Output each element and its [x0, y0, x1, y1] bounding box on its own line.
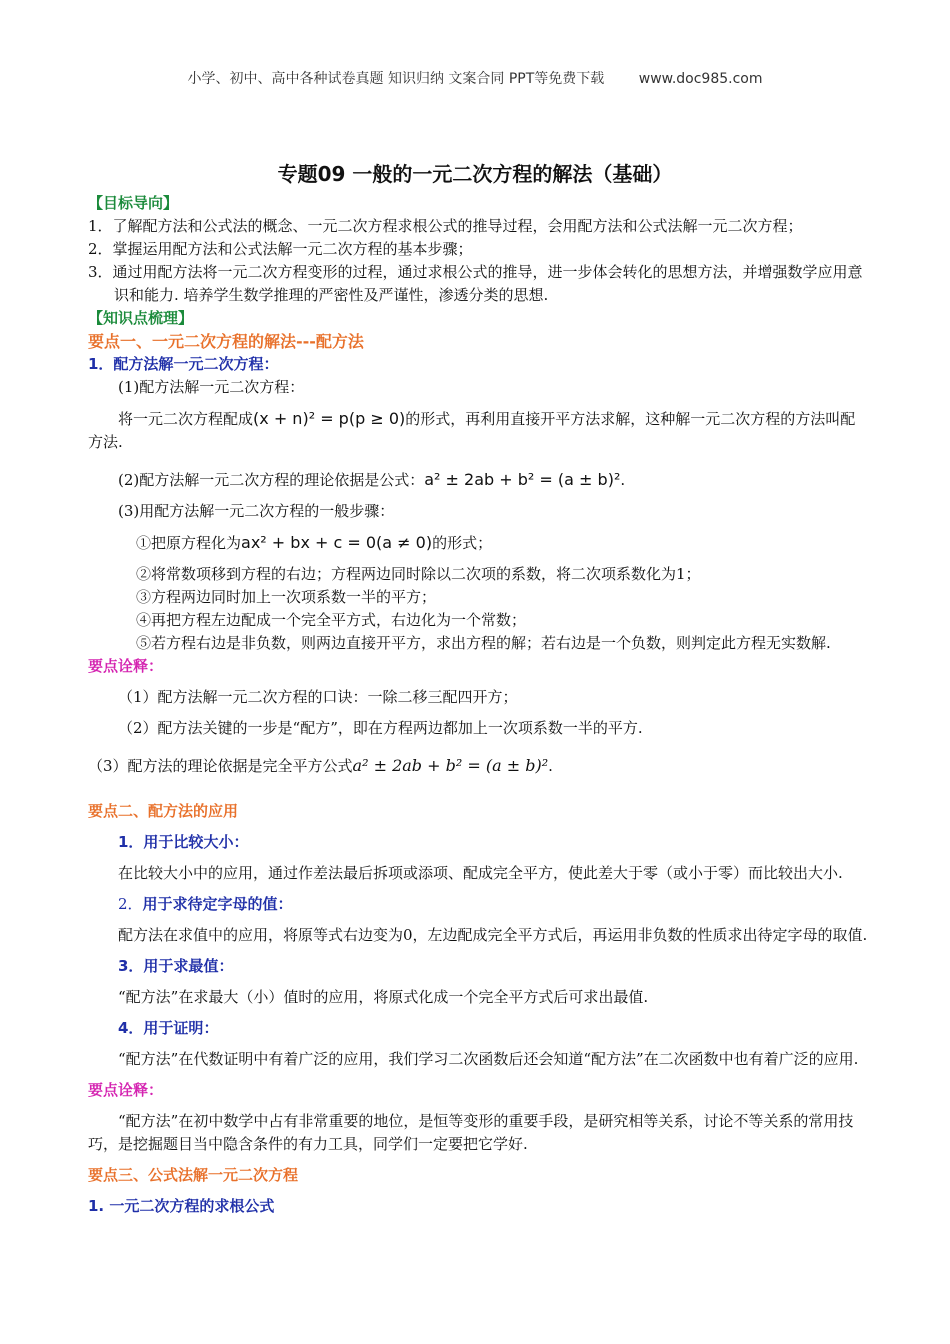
point1-p3-label: (3)用配方法解一元二次方程的一般步骤：: [118, 502, 395, 520]
point1-note-2: （2）配方法关键的一步是“配方”，即在方程两边都加上一次项系数一半的平方.: [118, 719, 643, 737]
step-5: ⑤若方程右边是非负数，则两边直接开平方，求出方程的解；若右边是一个负数，则判定此方程无实数解.: [136, 634, 831, 652]
point3-heading: 要点三、公式法解一元二次方程: [88, 1166, 299, 1184]
header-url[interactable]: www.doc985.com: [638, 71, 763, 87]
formula-identity: a² ± 2ab + b² = (a ± b)²: [424, 470, 621, 489]
step-4: ④再把方程左边配成一个完全平方式，右边化为一个常数；: [136, 611, 527, 629]
goal-item-3: 3．通过用配方法将一元二次方程变形的过程，通过求根公式的推导，进一步体会转化的思想方法，并增强数学应用意识和能力. 培养学生数学推理的严密性及严谨性，渗透分类的思想.: [88, 263, 863, 304]
point2-note-heading: 要点诠释：: [88, 1081, 164, 1099]
formula-identity-2: a² ± 2ab + b² = (a ± b)²: [352, 756, 549, 775]
point2-s1-text: 在比较大小中的应用，通过作差法最后拆项或添项、配成完全平方，使此差大于零（或小于零）而比较出大小.: [118, 864, 843, 882]
point2-heading: 要点二、配方法的应用: [88, 802, 239, 820]
point2-s3-title: 3．用于求最值：: [118, 957, 234, 975]
point1-p2: (2)配方法解一元二次方程的理论依据是公式：a² ± 2ab + b² = (a ± b)².: [118, 470, 626, 489]
point2-s1-title: 1．用于比较大小：: [118, 833, 249, 851]
point2-s2-text: 配方法在求值中的应用，将原等式右边变为0，左边配成完全平方式后，再运用非负数的性质求出待定字母的取值.: [118, 926, 868, 944]
formula-standard-form: ax² + bx + c = 0(a ≠ 0): [241, 533, 433, 552]
point1-sub1: 1．配方法解一元二次方程：: [88, 355, 279, 373]
header-text: 小学、初中、高中各种试卷真题 知识归纳 文案合同 PPT等免费下载: [187, 71, 605, 87]
document-body: [88, 192, 868, 1218]
goal-item-1: 1．了解配方法和公式法的概念、一元二次方程求根公式的推导过程，会用配方法和公式法解一元二次方程；: [88, 217, 803, 235]
point3-sub1: 1. 一元二次方程的求根公式: [88, 1197, 275, 1215]
point2-s2-title: 2．用于求待定字母的值：: [118, 895, 293, 913]
point1-note-1: （1）配方法解一元二次方程的口诀：一除二移三配四开方；: [118, 688, 518, 706]
step-1: ①把原方程化为ax² + bx + c = 0(a ≠ 0)的形式；: [136, 533, 493, 552]
page-title: 专题09 一般的一元二次方程的解法（基础）: [277, 162, 673, 186]
point1-note-3: （3）配方法的理论依据是完全平方公式a² ± 2ab + b² = (a ± b)².: [88, 756, 553, 775]
knowledge-heading: 【知识点梳理】: [88, 309, 194, 327]
point1-heading: 要点一、一元二次方程的解法---配方法: [88, 332, 364, 351]
point1-p1-text: 将一元二次方程配成(x + n)² = p(p ≥ 0)的形式，再利用直接开平方法求解，这种解一元二次方程的方法叫配方法.: [88, 409, 856, 451]
point1-p1-label: (1)配方法解一元二次方程：: [118, 378, 305, 396]
point2-s3-text: “配方法”在求最大（小）值时的应用，将原式化成一个完全平方式后可求出最值.: [118, 988, 649, 1006]
page-header: [0, 68, 950, 88]
goals-heading: 【目标导向】: [88, 194, 179, 212]
step-2: ②将常数项移到方程的右边；方程两边同时除以二次项的系数，将二次项系数化为1；: [136, 565, 701, 583]
goal-item-2: 2．掌握运用配方法和公式法解一元二次方程的基本步骤；: [88, 240, 473, 258]
point1-note-heading: 要点诠释：: [88, 657, 164, 675]
step-3: ③方程两边同时加上一次项系数一半的平方；: [136, 588, 437, 606]
point2-s4-title: 4．用于证明：: [118, 1019, 219, 1037]
formula-complete-square: (x + n)² = p(p ≥ 0): [253, 409, 406, 428]
point2-s4-text: “配方法”在代数证明中有着广泛的应用，我们学习二次函数后还会知道“配方法”在二次函数中也有着广泛的应用.: [118, 1050, 859, 1068]
point2-note-text: “配方法”在初中数学中占有非常重要的地位，是恒等变形的重要手段，是研究相等关系，讨论不等关系的常用技巧，是挖掘题目当中隐含条件的有力工具，同学们一定要把它学好.: [88, 1112, 854, 1153]
